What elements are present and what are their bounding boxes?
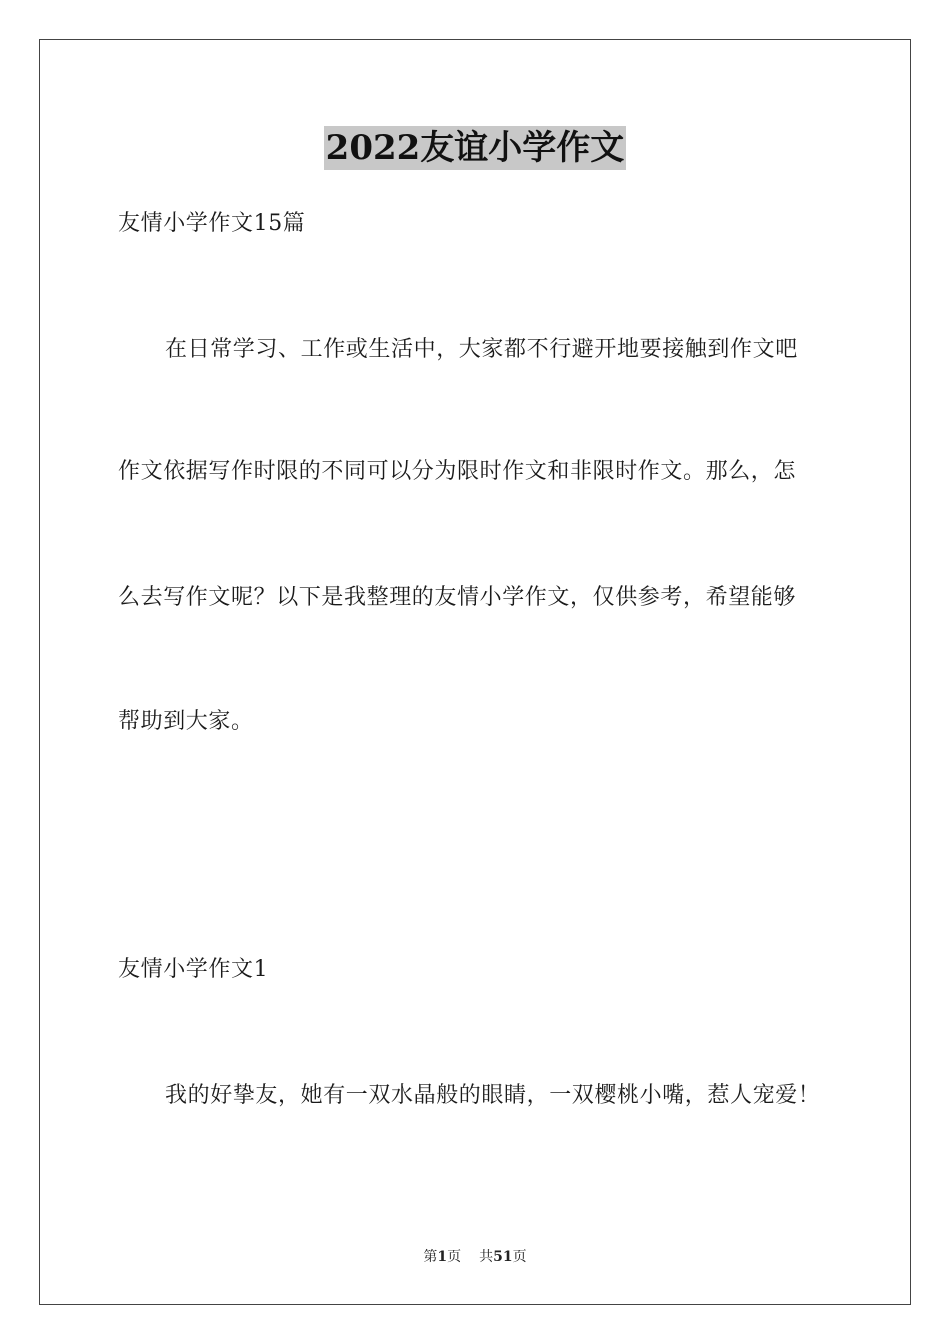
footer-total-pages: 51 xyxy=(493,1249,513,1265)
footer-page-prefix: 第 xyxy=(423,1249,438,1265)
footer-page-number: 1 xyxy=(437,1249,448,1265)
document-title: 2022友谊小学作文 xyxy=(325,128,625,168)
title-container xyxy=(0,126,950,170)
footer-total-prefix: 共 xyxy=(479,1249,494,1265)
intro-paragraph-line-3: 么去写作文呢？以下是我整理的友情小学作文，仅供参考，希望能够 xyxy=(118,585,797,610)
footer-page-suffix: 页 xyxy=(447,1249,462,1265)
page-footer xyxy=(0,1247,950,1267)
intro-paragraph-line-2: 作文依据写作时限的不同可以分为限时作文和非限时作文。那么，怎 xyxy=(118,459,797,484)
document-subtitle: 友情小学作文15篇 xyxy=(118,211,306,236)
section-paragraph-line-1: 我的好挚友，她有一双水晶般的眼睛，一双樱桃小嘴，惹人宠爱！ xyxy=(165,1083,821,1108)
footer-total-suffix: 页 xyxy=(512,1249,527,1265)
intro-paragraph-line-4: 帮助到大家。 xyxy=(118,709,254,734)
section-heading: 友情小学作文1 xyxy=(118,957,269,982)
intro-paragraph-line-1: 在日常学习、工作或生活中，大家都不行避开地要接触到作文吧 xyxy=(165,337,798,362)
